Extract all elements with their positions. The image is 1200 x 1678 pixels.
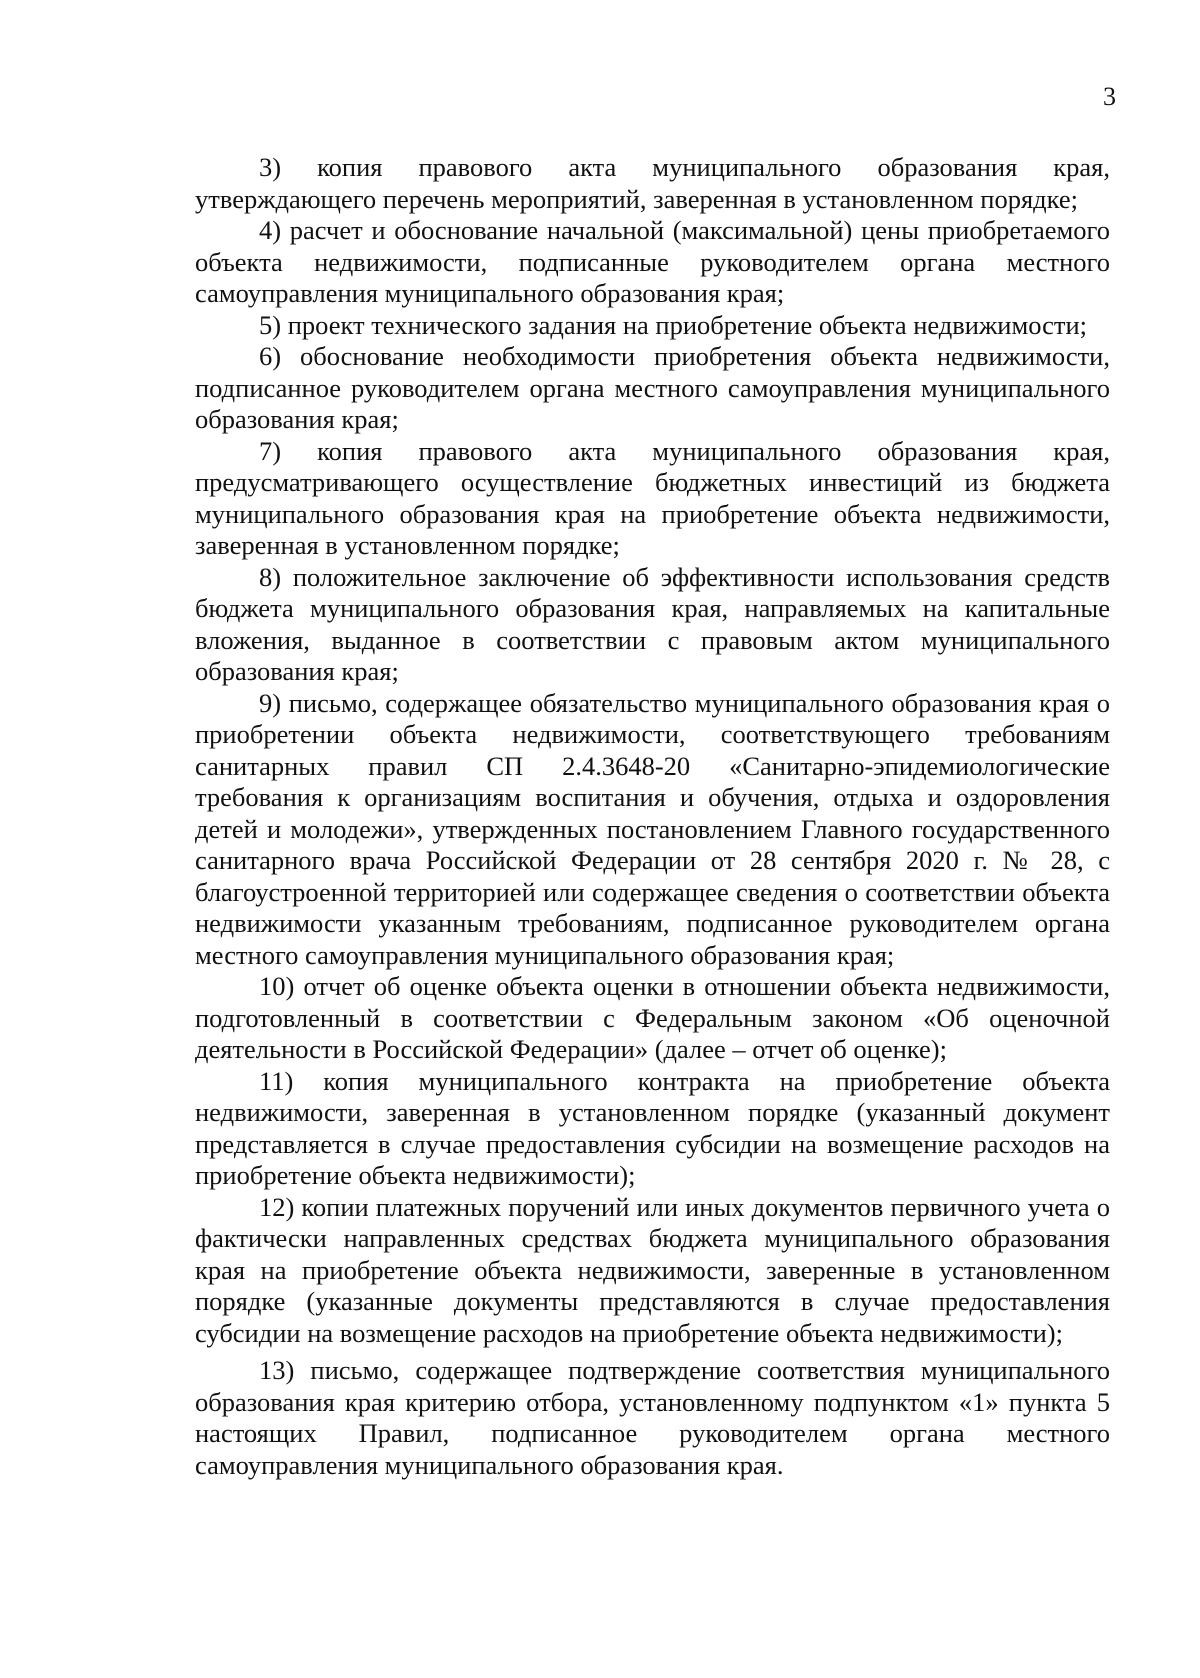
- list-item-11: 11) копия муниципального контракта на приобретение объекта недвижимости, заверенная в установленном порядке (указанный документ представляется в случае предоставления субсидии на возмещение расходов на приобретение объекта недвижимости);: [195, 1065, 1110, 1190]
- list-item-4: 4) расчет и обоснование начальной (максимальной) цены приобретаемого объекта недвижимости, подписанные руководителем органа местного самоуправления муниципального образования края;: [195, 215, 1110, 308]
- list-item-8: 8) положительное заключение об эффективности использования средств бюджета муниципального образования края, направляемых на капитальные вложения, выданное в соответствии с правовым актом муниципального образования края;: [195, 561, 1110, 686]
- list-item-5: 5) проект технического задания на приобретение объекта недвижимости;: [259, 309, 1088, 340]
- list-item-10: 10) отчет об оценке объекта оценки в отношении объекта недвижимости, подготовленный в соответствии с Федеральным законом «Об оценочной деятельности в Российской Федерации» (далее – отчет об оценке);: [195, 971, 1110, 1064]
- document-body: [195, 152, 1110, 1481]
- page-number: 3: [1103, 82, 1116, 111]
- list-item-6: 6) обоснование необходимости приобретения объекта недвижимости, подписанное руководителем органа местного самоуправления муниципального образования края;: [195, 341, 1110, 434]
- list-item-13: 13) письмо, содержащее подтверждение соответствия муниципального образования края критерию отбора, установленному подпунктом «1» пункта 5 настоящих Правил, подписанное руководителем органа местного самоуправления муниципального образования края.: [195, 1355, 1110, 1480]
- list-item-12: 12) копии платежных поручений или иных документов первичного учета о фактически направленных средствах бюджета муниципального образования края на приобретение объекта недвижимости, заверенные в установленном порядке (указанные документы представляются в случае предоставления субсидии на возмещение расходов на приобретение объекта недвижимости);: [195, 1191, 1110, 1348]
- list-item-9: 9) письмо, содержащее обязательство муниципального образования края о приобретении объекта недвижимости, соответствующего требованиям санитарных правил СП 2.4.3648-20 «Санитарно-эпидемиологические требования к организациям воспитания и обучения, отдыха и оздоровления детей и молодежи», утвержденных постановлением Главного государственного санитарного врача Российской Федерации от 28 сентября 2020 г. № 28, с благоустроенной территорией или содержащее сведения о соответствии объекта недвижимости указанным требованиям, подписанное руководителем органа местного самоуправления муниципального образования края;: [195, 687, 1110, 970]
- list-item-3: 3) копия правового акта муниципального образования края, утверждающего перечень мероприятий, заверенная в установленном порядке;: [195, 152, 1110, 214]
- list-item-7: 7) копия правового акта муниципального образования края, предусматривающего осуществление бюджетных инвестиций из бюджета муниципального образования края на приобретение объекта недвижимости, заверенная в установленном порядке;: [195, 435, 1110, 560]
